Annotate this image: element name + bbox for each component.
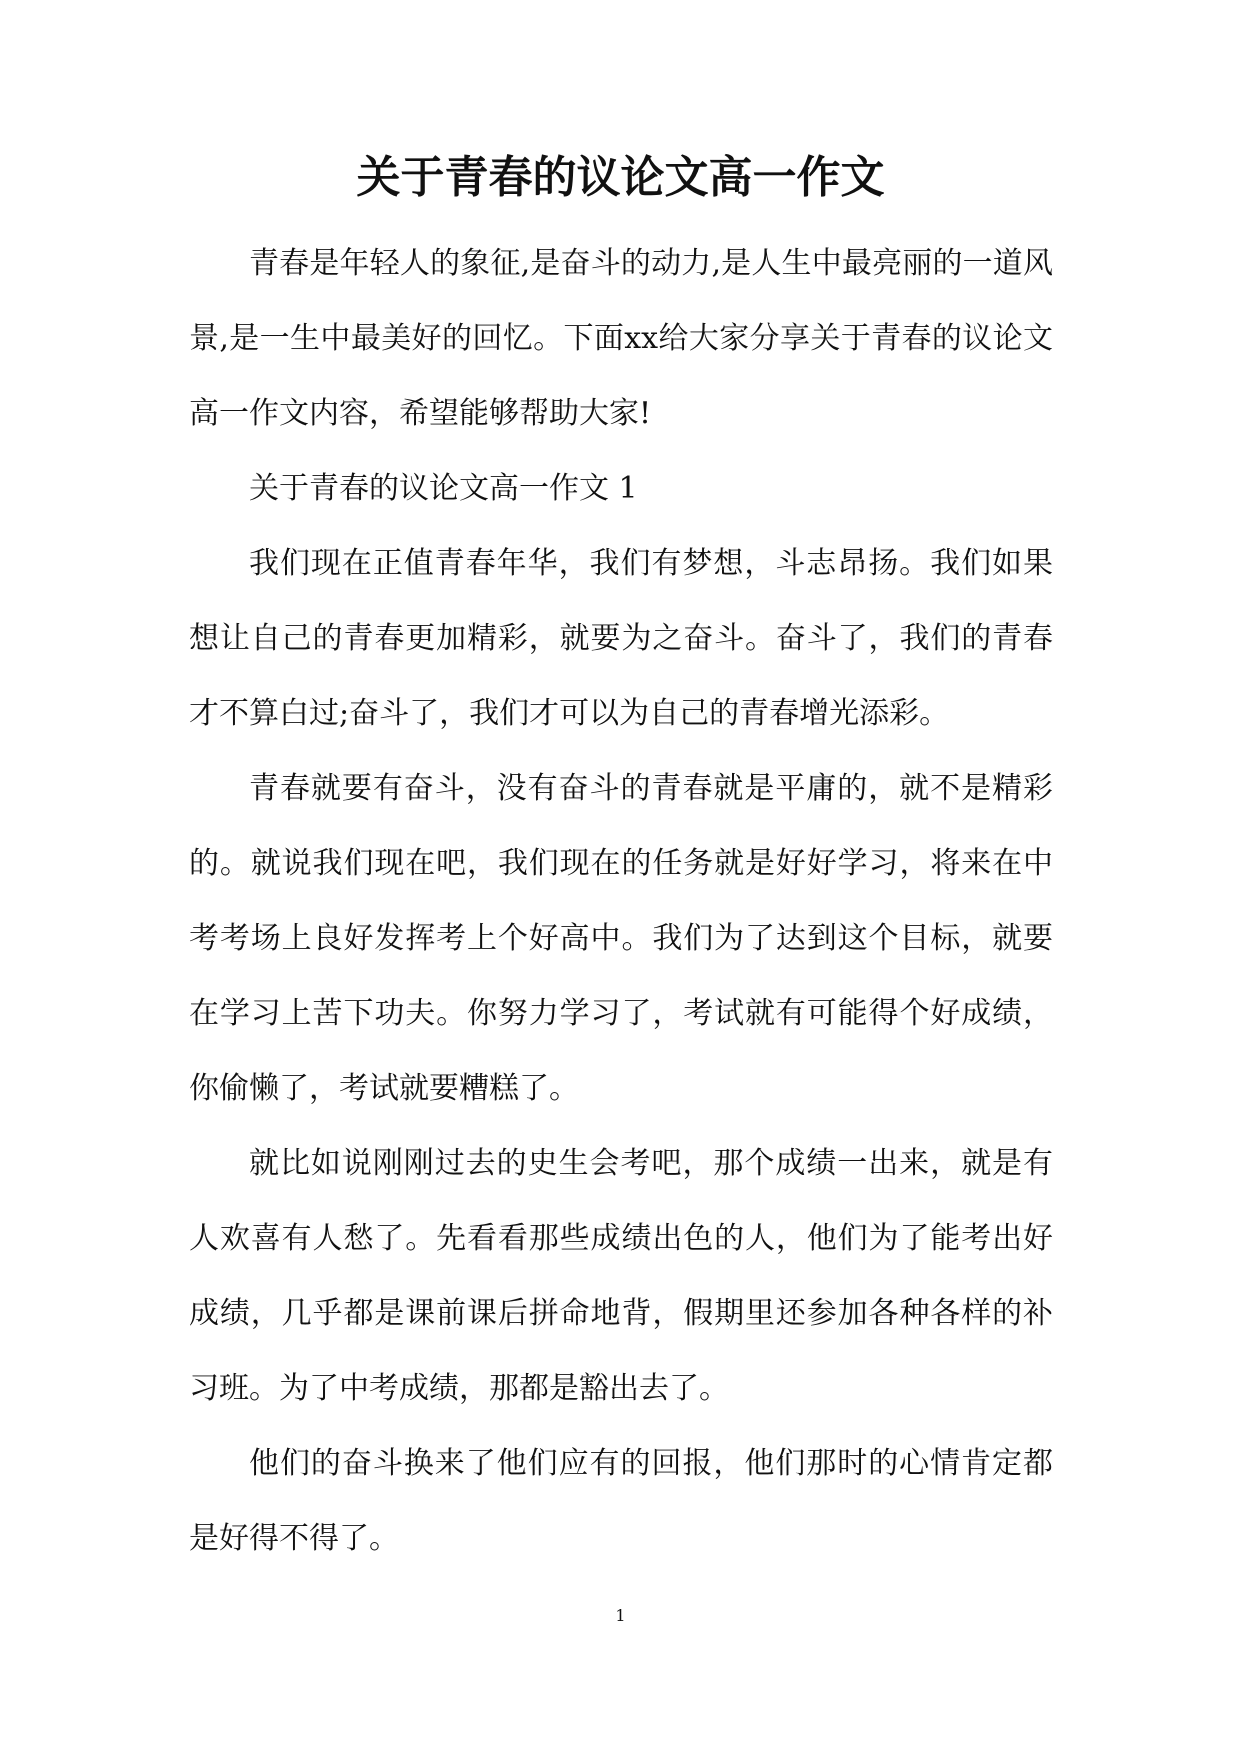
paragraph: 青春就要有奋斗，没有奋斗的青春就是平庸的，就不是精彩的。就说我们现在吧，我们现在的任务就是好好学习，将来在中考考场上良好发挥考上个好高中。我们为了达到这个目标，就要在学习上苦下功夫。你努力学习了，考试就有可能得个好成绩，你偷懒了，考试就要糟糕了。 <box>189 771 1053 1106</box>
paragraph: 我们现在正值青春年华，我们有梦想，斗志昂扬。我们如果想让自己的青春更加精彩，就要为之奋斗。奋斗了，我们的青春才不算白过;奋斗了，我们才可以为自己的青春增光添彩。 <box>189 546 1053 731</box>
page-number: 1 <box>615 1606 626 1625</box>
paragraph-intro: 青春是年轻人的象征,是奋斗的动力,是人生中最亮丽的一道风景,是一生中最美好的回忆。下面xx给大家分享关于青春的议论文高一作文内容，希望能够帮助大家! <box>189 246 1053 431</box>
paragraph: 就比如说刚刚过去的史生会考吧，那个成绩一出来，就是有人欢喜有人愁了。先看看那些成绩出色的人，他们为了能考出好成绩，几乎都是课前课后拼命地背，假期里还参加各种各样的补习班。为了中考成绩，那都是豁出去了。 <box>189 1146 1053 1406</box>
document-body <box>189 226 1053 1576</box>
paragraph: 他们的奋斗换来了他们应有的回报，他们那时的心情肯定都是好得不得了。 <box>189 1446 1053 1556</box>
section-heading: 关于青春的议论文高一作文 1 <box>249 471 638 506</box>
document-title: 关于青春的议论文高一作文 <box>356 152 885 203</box>
